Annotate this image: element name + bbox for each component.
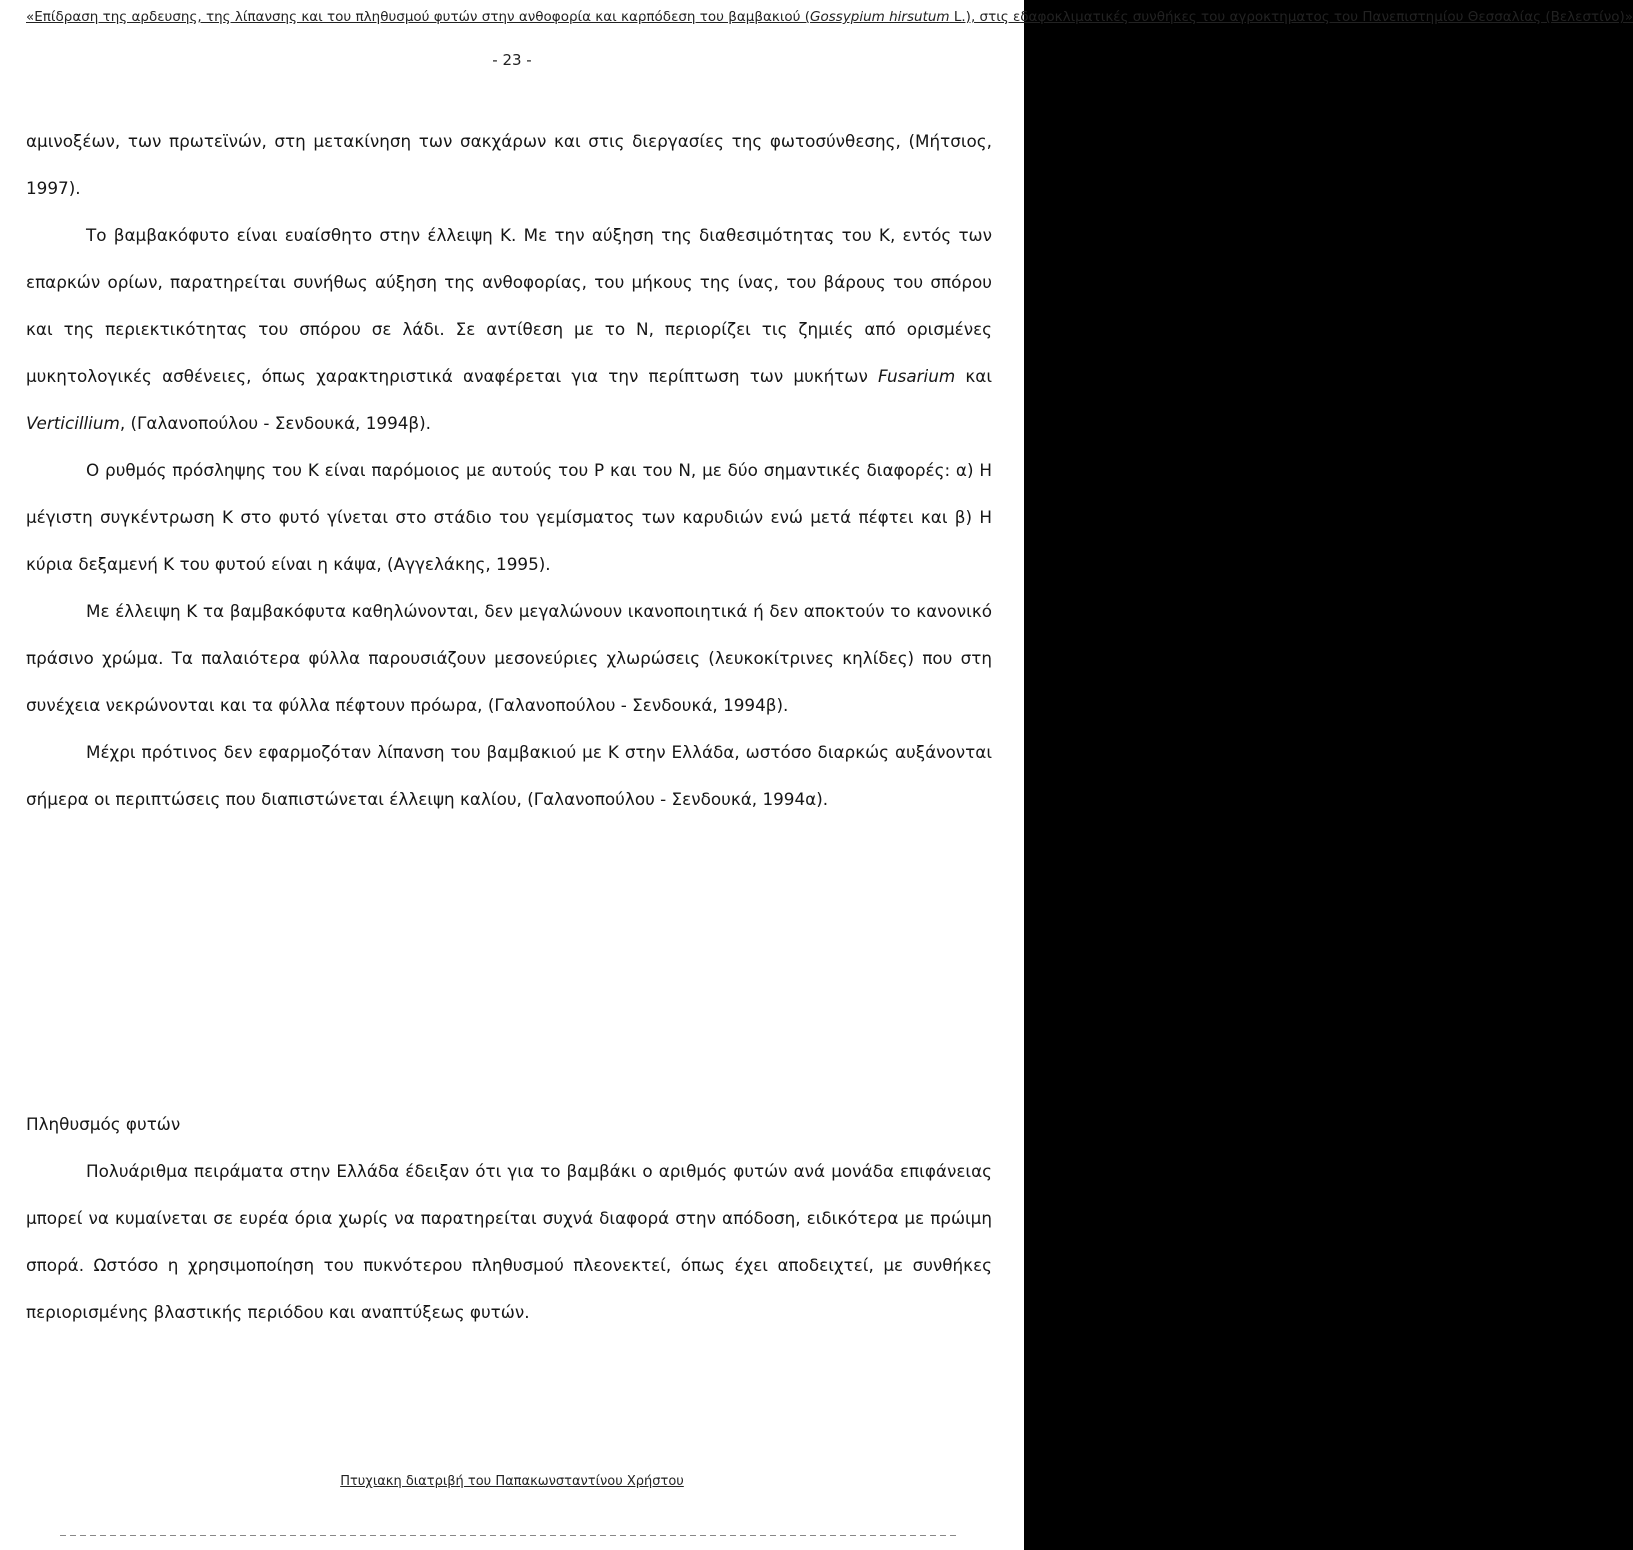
header-species: Gossypium hirsutum [810,9,950,25]
header-title-start: «Επίδραση της αρδευσης, της λίπανσης και του πληθυσμού φυτών στην ανθοφορία και καρπόδεση του βαμβακιού ( [26,9,811,25]
paragraph-2-citation: , (Γαλανοπούλου - Σενδουκά, 1994β). [119,413,432,433]
paragraph-5: Μέχρι πρότινος δεν εφαρμοζόταν λίπανση του βαμβακιού με Κ στην Ελλάδα, ωστόσο διαρκώς αυξάνονται σήμερα οι περιπτώσεις που διαπιστώνεται έλλειψη καλίου, (Γαλανοπούλου - Σενδουκά, 1994α). [26,742,992,809]
text-block-1 [26,118,992,823]
paragraph-4: Με έλλειψη Κ τα βαμβακόφυτα καθηλώνονται, δεν μεγαλώνουν ικανοποιητικά ή δεν αποκτούν το κανονικό πράσινο χρώμα. Τα παλαιότερα φύλλα παρουσιάζουν μεσονεύριες χλωρώσεις (λευκοκίτρινες κηλίδες) που στη συνέχεια νεκρώνονται και τα φύλλα πέφτουν πρόωρα, (Γαλανοπούλου - Σενδουκά, 1994β). [26,601,992,715]
page-number: - 23 - [492,51,532,69]
footer-rule [60,1535,960,1536]
page-footer: Πτυχιακη διατριβή του Παπακωνσταντίνου Χρήστου [340,1474,684,1489]
fusarium-term: Fusarium [878,366,956,386]
paragraph-1: αμινοξέων, των πρωτεϊνών, στη μετακίνηση των σακχάρων και στις διεργασίες της φωτοσύνθεσης, (Μήτσιος, 1997). [26,131,992,198]
running-header [26,8,1633,26]
paragraph-2-and: και [955,366,992,386]
verticillium-term: Verticillium [26,413,120,433]
section-heading: Πληθυσμός φυτών [26,1114,181,1134]
text-block-2 [26,1101,992,1336]
header-title [26,9,1633,25]
paragraph-6: Πολυάριθμα πειράματα στην Ελλάδα έδειξαν ότι για το βαμβάκι ο αριθμός φυτών ανά μονάδα επιφάνειας μπορεί να κυμαίνεται σε ευρέα όρια χωρίς να παρατηρείται συχνά διαφορά στην απόδοση, ειδικότερα με πρώιμη σπορά. Ωστόσο η χρησιμοποίηση του πυκνότερου πληθυσμού πλεονεκτεί, όπως έχει αποδειχτεί, με συνθήκες περιορισμένης βλαστικής περιόδου και αναπτύξεως φυτών. [26,1161,992,1322]
paragraph-2 [26,212,992,447]
paragraph-3: Ο ρυθμός πρόσληψης του Κ είναι παρόμοιος με αυτούς του Ρ και του Ν, με δύο σημαντικές διαφορές: α) Η μέγιστη συγκέντρωση Κ στο φυτό γίνεται στο στάδιο του γεμίσματος των καρυδιών ενώ μετά πέφτει και β) Η κύρια δεξαμενή Κ του φυτού είναι η κάψα, (Αγγελάκης, 1995). [26,460,992,574]
paragraph-2-text: Το βαμβακόφυτο είναι ευαίσθητο στην έλλειψη Κ. Με την αύξηση της διαθεσιμότητας του Κ, εντός των επαρκών ορίων, παρατηρείται συνήθως αύξηση της ανθοφορίας, του μήκους της ίνας, του βάρους του σπόρου και της περιεκτικότητας του σπόρου σε λάδι. Σε αντίθεση με το Ν, περιορίζει τις ζημιές από ορισμένες μυκητολογικές ασθένειες, όπως χαρακτηριστικά αναφέρεται για την περίπτωση των μυκήτων [26,225,992,386]
header-title-end: L.), στις εδαφοκλιματικές συνθήκες του αγροκτηματος του Πανεπιστημίου Θεσσαλίας (Βελεστίνο)» [949,9,1633,25]
